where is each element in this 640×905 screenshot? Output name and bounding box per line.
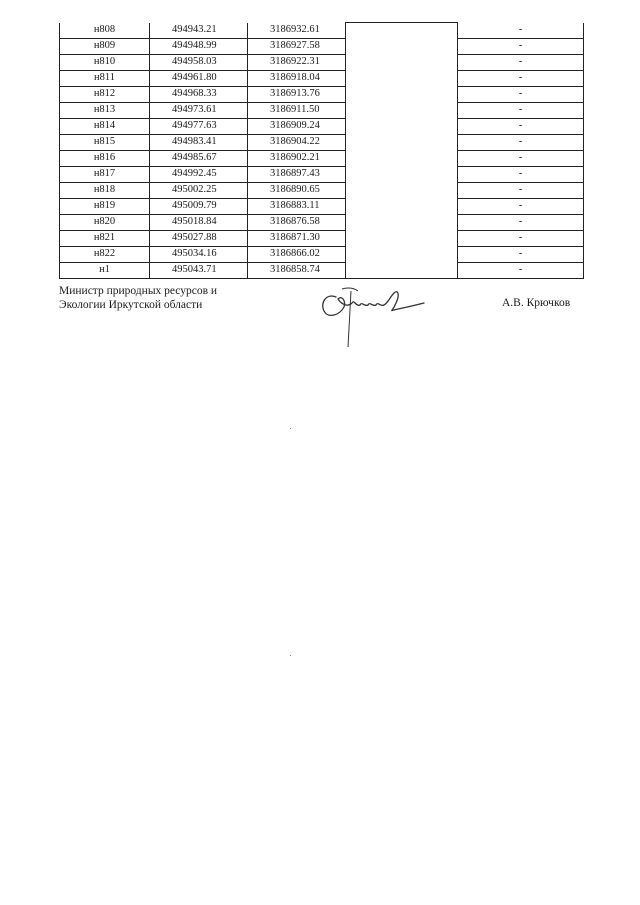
y-coordinate-cell: 3186918.04	[248, 70, 346, 86]
y-coordinate-cell: 3186911.50	[248, 102, 346, 118]
x-coordinate-cell: 495009.79	[150, 198, 248, 214]
table-row	[60, 246, 584, 262]
dash-cell: -	[458, 54, 584, 70]
point-name-cell: н816	[60, 150, 150, 166]
table-row	[60, 23, 584, 39]
table-row	[60, 118, 584, 134]
empty-cell	[346, 262, 458, 278]
dash-cell: -	[458, 198, 584, 214]
signer-name: А.В. Крючков	[502, 297, 571, 309]
empty-cell	[346, 230, 458, 246]
table-row	[60, 86, 584, 102]
dash-cell: -	[458, 102, 584, 118]
dash-cell: -	[458, 70, 584, 86]
point-name-cell: н822	[60, 246, 150, 262]
y-coordinate-cell: 3186904.22	[248, 134, 346, 150]
dash-cell: -	[458, 182, 584, 198]
empty-cell	[346, 214, 458, 230]
x-coordinate-cell: 495034.16	[150, 246, 248, 262]
y-coordinate-cell: 3186858.74	[248, 262, 346, 278]
coordinates-table	[59, 22, 584, 279]
empty-cell	[346, 150, 458, 166]
table-row	[60, 150, 584, 166]
point-name-cell: н817	[60, 166, 150, 182]
x-coordinate-cell: 495027.88	[150, 230, 248, 246]
scan-speck	[290, 655, 291, 656]
dash-cell: -	[458, 230, 584, 246]
position-line-2: Экологии Иркутской области	[59, 299, 203, 311]
table-row	[60, 214, 584, 230]
dash-cell: -	[458, 262, 584, 278]
x-coordinate-cell: 494968.33	[150, 86, 248, 102]
empty-cell	[346, 23, 458, 39]
handwritten-signature	[318, 285, 428, 350]
x-coordinate-cell: 494961.80	[150, 70, 248, 86]
point-name-cell: н819	[60, 198, 150, 214]
empty-cell	[346, 246, 458, 262]
y-coordinate-cell: 3186932.61	[248, 23, 346, 39]
point-name-cell: н815	[60, 134, 150, 150]
x-coordinate-cell: 494985.67	[150, 150, 248, 166]
point-name-cell: н812	[60, 86, 150, 102]
y-coordinate-cell: 3186876.58	[248, 214, 346, 230]
empty-cell	[346, 134, 458, 150]
y-coordinate-cell: 3186866.02	[248, 246, 346, 262]
y-coordinate-cell: 3186902.21	[248, 150, 346, 166]
empty-cell	[346, 54, 458, 70]
y-coordinate-cell: 3186871.30	[248, 230, 346, 246]
scan-speck	[290, 428, 291, 429]
point-name-cell: н821	[60, 230, 150, 246]
table-row	[60, 134, 584, 150]
empty-cell	[346, 182, 458, 198]
point-name-cell: н813	[60, 102, 150, 118]
y-coordinate-cell: 3186922.31	[248, 54, 346, 70]
dash-cell: -	[458, 118, 584, 134]
table-row	[60, 38, 584, 54]
x-coordinate-cell: 494948.99	[150, 38, 248, 54]
table-row	[60, 166, 584, 182]
empty-cell	[346, 102, 458, 118]
x-coordinate-cell: 494973.61	[150, 102, 248, 118]
point-name-cell: н809	[60, 38, 150, 54]
empty-cell	[346, 118, 458, 134]
empty-cell	[346, 166, 458, 182]
table-row	[60, 198, 584, 214]
table-row	[60, 70, 584, 86]
coordinates-table-body	[60, 23, 584, 279]
x-coordinate-cell: 494992.45	[150, 166, 248, 182]
x-coordinate-cell: 494977.63	[150, 118, 248, 134]
x-coordinate-cell: 494943.21	[150, 23, 248, 39]
x-coordinate-cell: 494983.41	[150, 134, 248, 150]
point-name-cell: н1	[60, 262, 150, 278]
dash-cell: -	[458, 150, 584, 166]
dash-cell: -	[458, 134, 584, 150]
y-coordinate-cell: 3186883.11	[248, 198, 346, 214]
dash-cell: -	[458, 246, 584, 262]
dash-cell: -	[458, 23, 584, 39]
x-coordinate-cell: 495043.71	[150, 262, 248, 278]
y-coordinate-cell: 3186927.58	[248, 38, 346, 54]
dash-cell: -	[458, 38, 584, 54]
point-name-cell: н820	[60, 214, 150, 230]
dash-cell: -	[458, 214, 584, 230]
x-coordinate-cell: 495002.25	[150, 182, 248, 198]
y-coordinate-cell: 3186909.24	[248, 118, 346, 134]
table-row	[60, 262, 584, 278]
point-name-cell: н814	[60, 118, 150, 134]
table-row	[60, 230, 584, 246]
y-coordinate-cell: 3186913.76	[248, 86, 346, 102]
x-coordinate-cell: 494958.03	[150, 54, 248, 70]
dash-cell: -	[458, 86, 584, 102]
point-name-cell: н808	[60, 23, 150, 39]
table-row	[60, 54, 584, 70]
x-coordinate-cell: 495018.84	[150, 214, 248, 230]
y-coordinate-cell: 3186890.65	[248, 182, 346, 198]
point-name-cell: н811	[60, 70, 150, 86]
position-line-1: Министр природных ресурсов и	[59, 285, 218, 297]
empty-cell	[346, 198, 458, 214]
y-coordinate-cell: 3186897.43	[248, 166, 346, 182]
dash-cell: -	[458, 166, 584, 182]
official-position	[59, 284, 217, 312]
empty-cell	[346, 86, 458, 102]
point-name-cell: н810	[60, 54, 150, 70]
point-name-cell: н818	[60, 182, 150, 198]
empty-cell	[346, 70, 458, 86]
empty-cell	[346, 38, 458, 54]
table-row	[60, 102, 584, 118]
table-row	[60, 182, 584, 198]
